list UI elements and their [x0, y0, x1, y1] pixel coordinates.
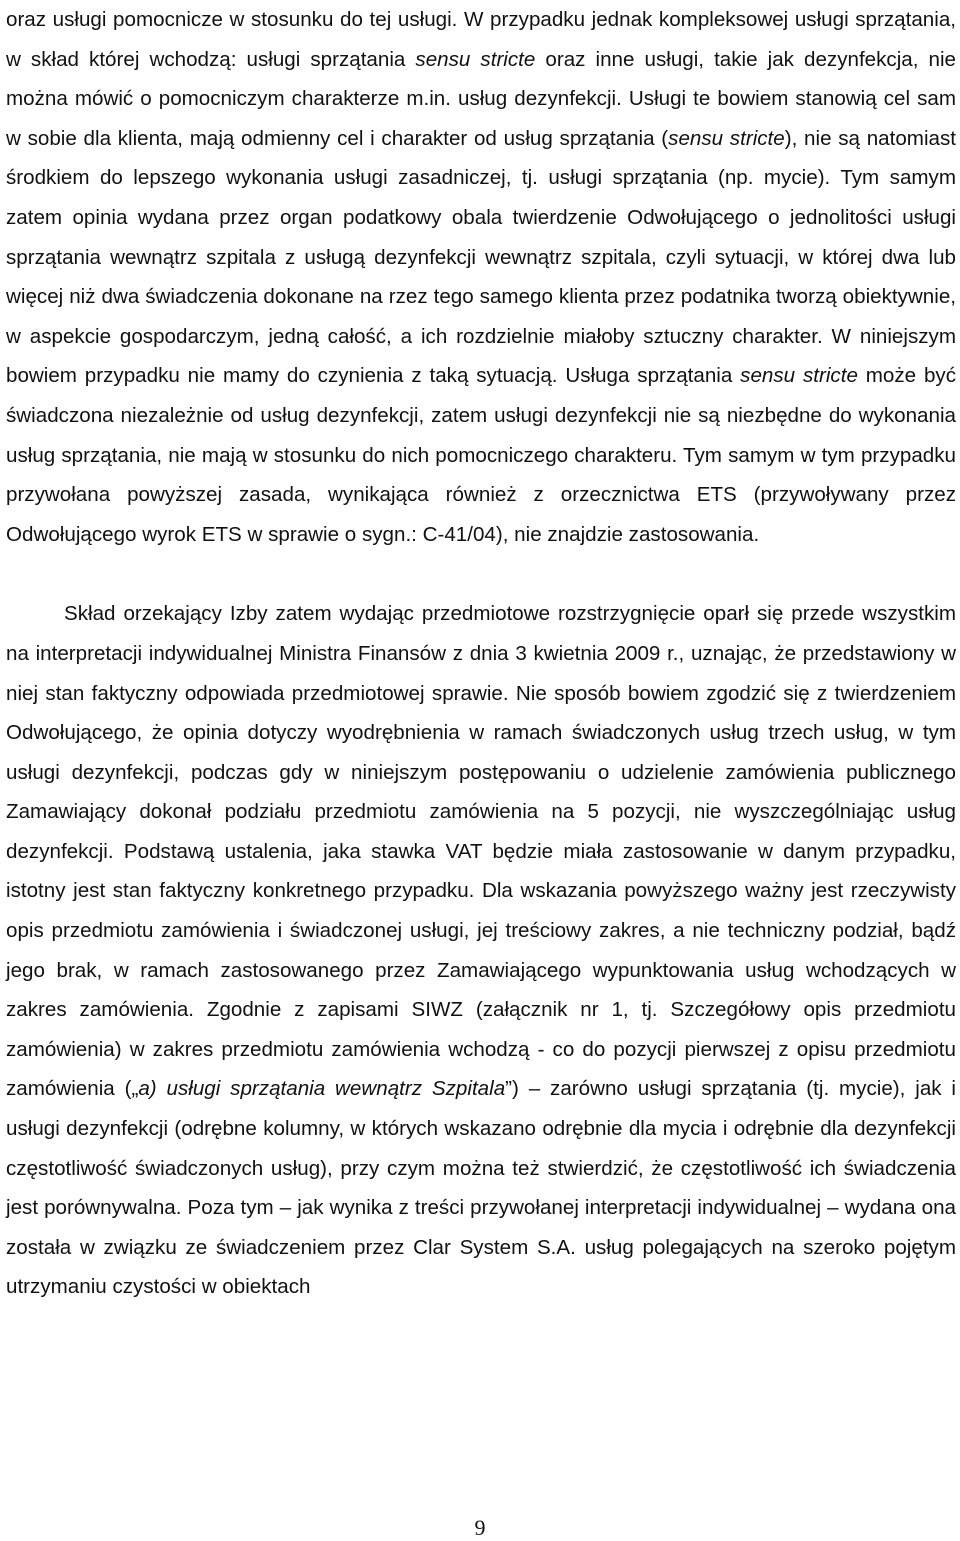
- italic-phrase: sensu stricte: [415, 47, 536, 71]
- italic-phrase: sensu stricte: [740, 364, 858, 388]
- document-body: [6, 0, 956, 1307]
- page-number: 9: [474, 1515, 486, 1540]
- paragraph-1: oraz usługi pomocnicze w stosunku do tej usługi. W przypadku jednak kompleksowej usługi sprzątania, w skład której wchodzą: usługi sprzątania sensu stricte oraz inne usługi, takie jak dezynfekcja, nie można mówić o pomocniczym charakterze m.in. usług dezynfekcji. Usługi te bowiem stanowią cel sam w sobie dla klienta, mają odmienny cel i charakter od usług sprzątania (sensu stricte), nie są natomiast środkiem do lepszego wykonania usługi zasadniczej, tj. usługi sprzątania (np. mycie). Tym samym zatem opinia wydana przez organ podatkowy obala twierdzenie Odwołującego o jednolitości usługi sprzątania wewnątrz szpitala z usługą dezynfekcji wewnątrz szpitala, czyli sytuacji, w której dwa lub więcej niż dwa świadczenia dokonane na rzez tego samego klienta przez podatnika tworzą obiektywnie, w aspekcie gospodarczym, jedną całość, a ich rozdzielnie miałoby sztuczny charakter. W niniejszym bowiem przypadku nie mamy do czynienia z taką sytuacją. Usługa sprzątania sensu stricte może być świadczona niezależnie od usług dezynfekcji, zatem usługi dezynfekcji nie są niezbędne do wykonania usług sprzątania, nie mają w stosunku do nich pomocniczego charakteru. Tym samym w tym przypadku przywołana powyższej zasada, wynikająca również z orzecznictwa ETS (przywoływany przez Odwołującego wyrok ETS w sprawie o sygn.: C-41/04), nie znajdzie zastosowania.: [6, 8, 956, 546]
- paragraph-2: Skład orzekający Izby zatem wydając przedmiotowe rozstrzygnięcie oparł się przede wszystkim na interpretacji indywidualnej Ministra Finansów z dnia 3 kwietnia 2009 r., uznając, że przedstawiony w niej stan faktyczny odpowiada przedmiotowej sprawie. Nie sposób bowiem zgodzić się z twierdzeniem Odwołującego, że opinia dotyczy wyodrębnienia w ramach świadczonych usług trzech usług, w tym usługi dezynfekcji, podczas gdy w niniejszym postępowaniu o udzielenie zamówienia publicznego Zamawiający dokonał podziału przedmiotu zamówienia na 5 pozycji, nie wyszczególniając usług dezynfekcji. Podstawą ustalenia, jaka stawka VAT będzie miała zastosowanie w danym przypadku, istotny jest stan faktyczny konkretnego przypadku. Dla wskazania powyższego ważny jest rzeczywisty opis przedmiotu zamówienia i świadczonej usługi, jej treściowy zakres, a nie techniczny podział, bądź jego brak, w ramach zastosowanego przez Zamawiającego wypunktowania usług wchodzących w zakres zamówienia. Zgodnie z zapisami SIWZ (załącznik nr 1, tj. Szczegółowy opis przedmiotu zamówienia) w zakres przedmiotu zamówienia wchodzą - co do pozycji pierwszej z opisu przedmiotu zamówienia („a) usługi sprzątania wewnątrz Szpitala”) – zarówno usługi sprzątania (tj. mycie), jak i usługi dezynfekcji (odrębne kolumny, w których wskazano odrębnie dla mycia i odrębnie dla dezynfekcji częstotliwość świadczonych usług), przy czym można też stwierdzić, że częstotliwość ich świadczenia jest porównywalna. Poza tym – jak wynika z treści przywołanej interpretacji indywidualnej – wydana ona została w związku ze świadczeniem przez Clar System S.A. usług polegających na szeroko pojętym utrzymaniu czystości w obiektach: [6, 602, 956, 1299]
- italic-phrase: a) usługi sprzątania wewnątrz Szpitala: [138, 1077, 506, 1101]
- italic-phrase: sensu stricte: [668, 126, 785, 150]
